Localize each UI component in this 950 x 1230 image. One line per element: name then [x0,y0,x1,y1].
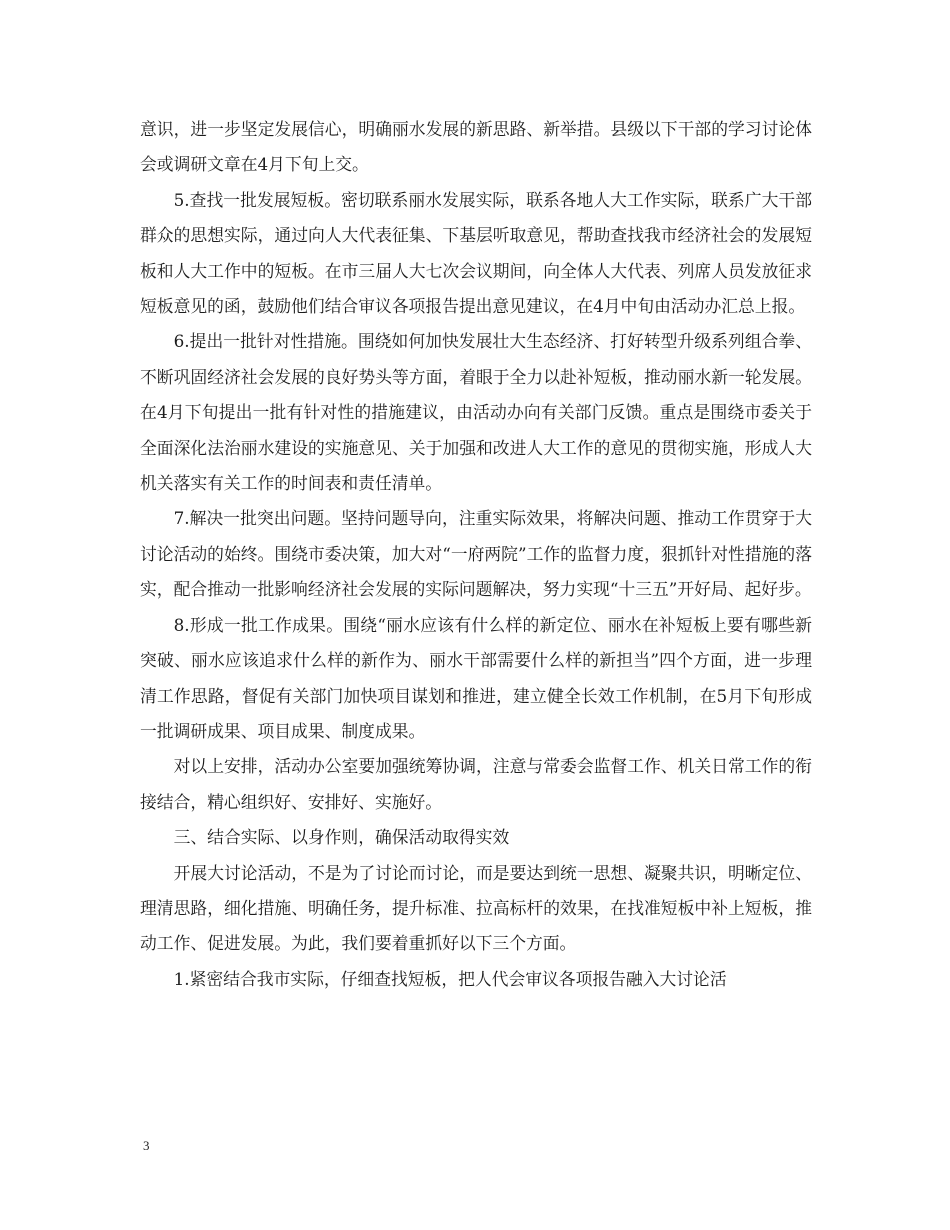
paragraph-item-5: 5.查找一批发展短板。密切联系丽水发展实际，联系各地人大工作实际，联系广大干部群众的思想实际，通过向人大代表征集、下基层听取意见，帮助查找我市经济社会的发展短板和人大工作中的短板。在市三届人大七次会议期间，向全体人大代表、列席人员发放征求短板意见的函，鼓励他们结合审议各项报告提出意见建议，在4月中旬由活动办汇总上报。 [140,189,812,317]
paragraph-section-3-item-1: 1.紧密结合我市实际，仔细查找短板，把人代会审议各项报告融入大讨论活 [173,968,727,989]
document-body [140,112,812,997]
paragraph-section-3-intro: 开展大讨论活动，不是为了讨论而讨论，而是要达到统一思想、凝聚共识，明晰定位、理清思路，细化措施、明确任务，提升标准、拉高标杆的效果，在找准短板中补上短板，推动工作、促进发展。为此，我们要着重抓好以下三个方面。 [140,862,812,954]
paragraph-item-7: 7.解决一批突出问题。坚持问题导向，注重实际效果，将解决问题、推动工作贯穿于大讨论活动的始终。围绕市委决策，加大对“一府两院”工作的监督力度，狠抓针对性措施的落实，配合推动一批影响经济社会发展的实际问题解决，努力实现“十三五”开好局、起好步。 [140,508,812,600]
paragraph-continuation: 意识，进一步坚定发展信心，明确丽水发展的新思路、新举措。县级以下干部的学习讨论体会或调研文章在4月下旬上交。 [140,119,812,175]
page-number: 3 [143,1138,150,1153]
paragraph-item-6: 6.提出一批针对性措施。围绕如何加快发展壮大生态经济、打好转型升级系列组合拳、不断巩固经济社会发展的良好势头等方面，着眼于全力以赴补短板，推动丽水新一轮发展。在4月下旬提出一批有针对性的措施建议，由活动办向有关部门反馈。重点是围绕市委关于全面深化法治丽水建设的实施意见、关于加强和改进人大工作的意见的贯彻实施，形成人大机关落实有关工作的时间表和责任清单。 [140,331,812,494]
paragraph-coordination: 对以上安排，活动办公室要加强统筹协调，注意与常委会监督工作、机关日常工作的衔接结合，精心组织好、安排好、实施好。 [140,756,812,812]
section-heading-3: 三、结合实际、以身作则，确保活动取得实效 [173,827,510,848]
paragraph-item-8: 8.形成一批工作成果。围绕“丽水应该有什么样的新定位、丽水在补短板上要有哪些新突破、丽水应该追求什么样的新作为、丽水干部需要什么样的新担当”四个方面，进一步理清工作思路，督促有关部门加快项目谋划和推进，建立健全长效工作机制，在5月下旬形成一批调研成果、项目成果、制度成果。 [140,614,812,741]
